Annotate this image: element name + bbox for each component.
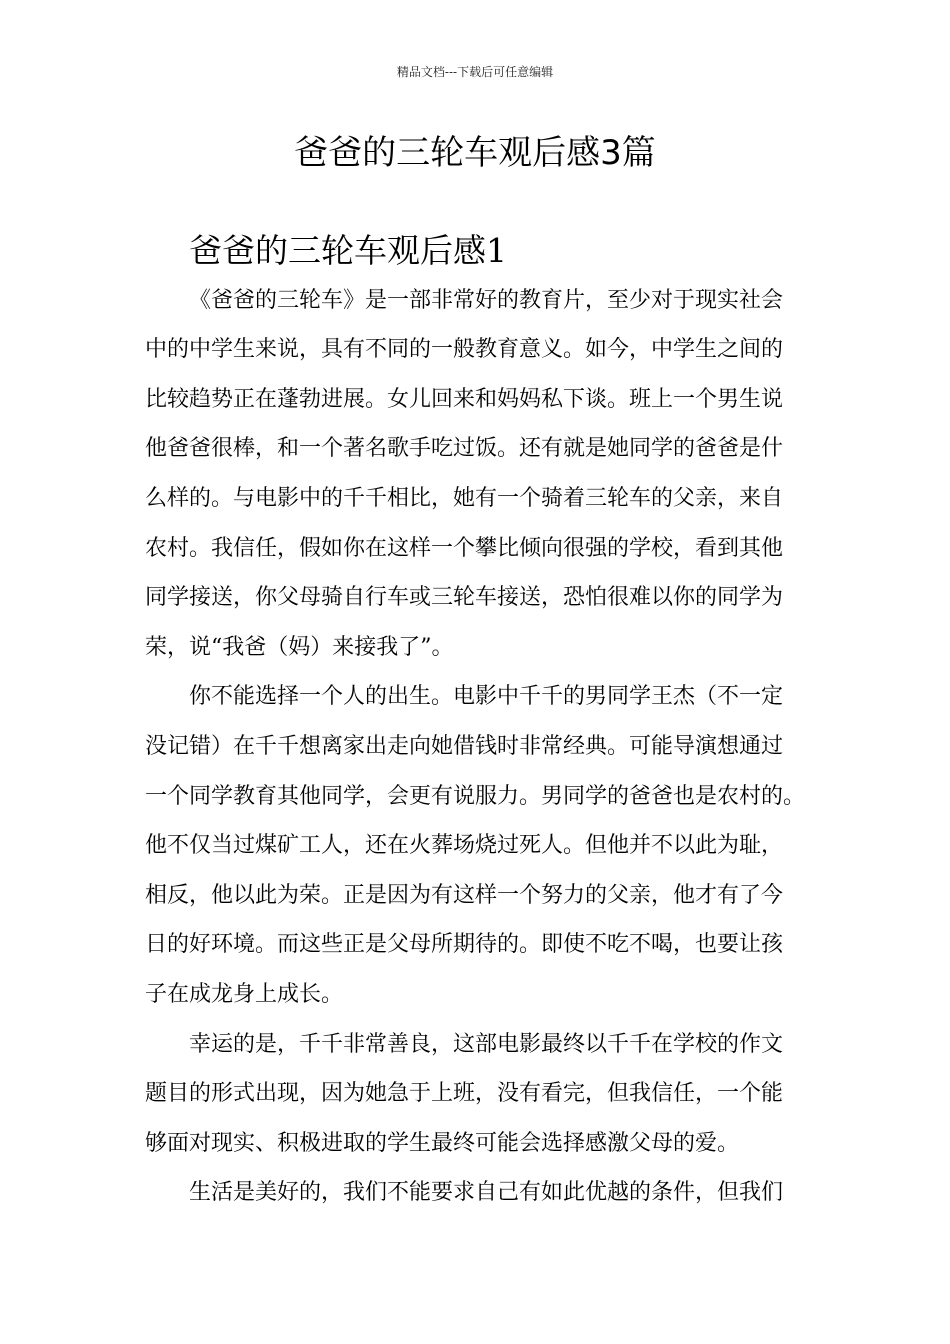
paragraph-3: 幸运的是，千千非常善良，这部电影最终以千千在学校的作文 题目的形式出现，因为她急于上班，没有看完，但我信任，一个能 够面对现实、积极进取的学生最终可能会选择感激父母的爱。 [145, 1031, 784, 1156]
document-body [145, 226, 807, 1218]
section-heading: 爸爸的三轮车观后感1 [189, 231, 507, 270]
page-header: 精品文档---下载后可任意编辑 [396, 65, 554, 79]
document-title: 爸爸的三轮车观后感3篇 [294, 133, 656, 173]
paragraph-1: 《爸爸的三轮车》是一部非常好的教育片，至少对于现实社会 中的中学生来说，具有不同的一般教育意义。如今，中学生之间的 比较趋势正在蓬勃进展。女儿回来和妈妈私下谈。班上一个男生说 他爸爸很棒，和一个著名歌手吃过饭。还有就是她同学的爸爸是什 么样的。与电影中的千千相比，她有一个骑着三轮车的父亲，来自 农村。我信任，假如你在这样一个攀比倾向很强的学校，看到其他 同学接送，你父母骑自行车或三轮车接送，恐怕很难以你的同学为 荣，说“我爸（妈）来接我了”。 [145, 287, 784, 660]
paragraph-2: 你不能选择一个人的出生。电影中千千的男同学王杰（不一定 没记错）在千千想离家出走向她借钱时非常经典。可能导演想通过 一个同学教育其他同学，会更有说服力。男同学的爸爸也是农村的。 他不仅当过煤矿工人，还在火葬场烧过死人。但他并不以此为耻， 相反，他以此为荣。正是因为有这样一个努力的父亲，他才有了今 日的好环境。而这些正是父母所期待的。即使不吃不喝，也要让孩 子在成龙身上成长。 [145, 684, 806, 1007]
paragraph-4: 生活是美好的，我们不能要求自己有如此优越的条件，但我们 [189, 1180, 784, 1206]
